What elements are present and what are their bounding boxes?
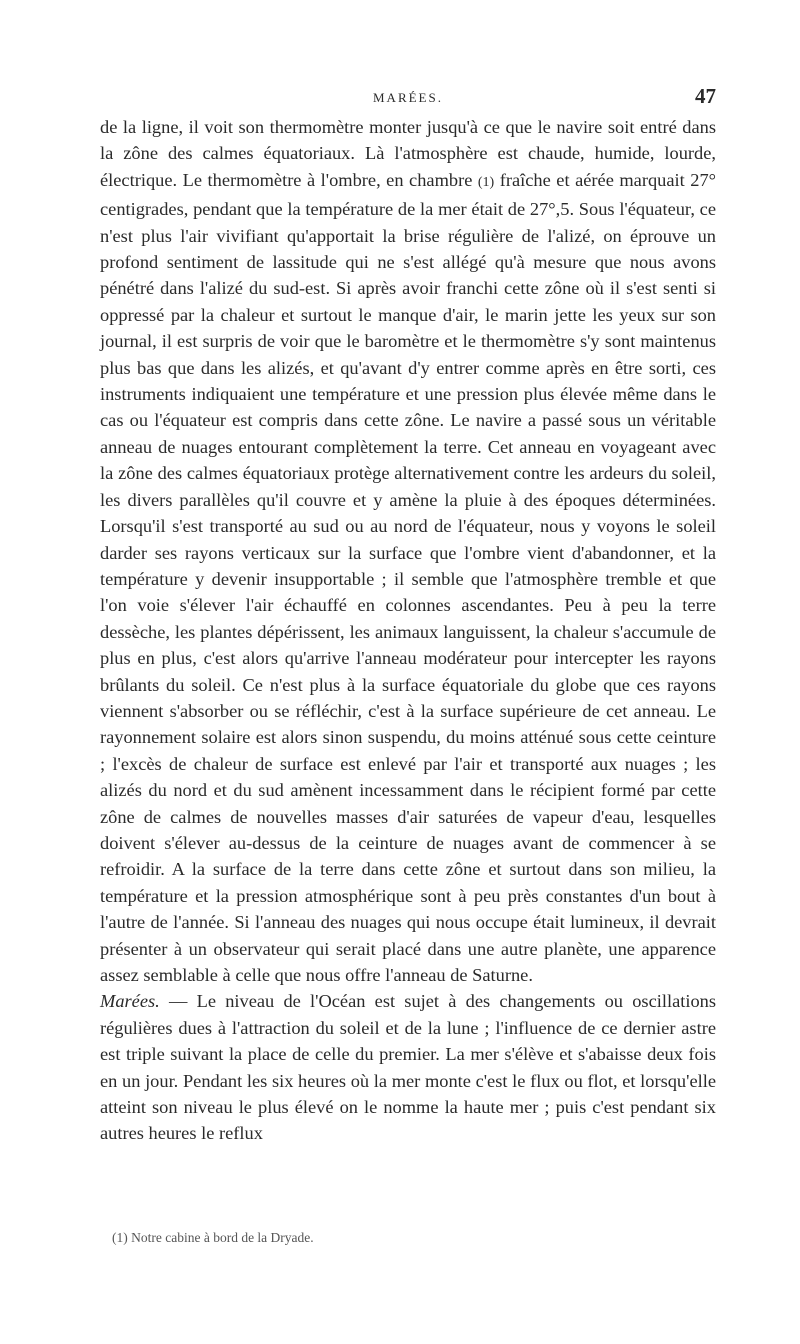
paragraph-marees-text: — Le niveau de l'Océan est sujet à des changements ou oscillations régulières dues à l'attraction du soleil et de la lune ; l'influence de ce dernier astre est triple suivant la place de celle du premier. La mer s'élève et s'abaisse deux fois en un jour. Pendant les six heures où la mer monte c'est le flux ou flot, et lorsqu'elle atteint son niveau le plus élevé on le nomme la haute mer ; puis c'est pendant six autres heures le reflux: [100, 991, 716, 1144]
paragraph-marees: [100, 988, 716, 1146]
body-text: [100, 114, 716, 1147]
paragraph-atmosphere: [100, 114, 716, 988]
running-title: MARÉES.: [373, 90, 443, 105]
footnote-marker: (1): [477, 174, 495, 190]
page-number: 47: [695, 84, 716, 108]
section-lead-marees: Marées.: [100, 991, 160, 1012]
running-header: [100, 86, 716, 110]
paragraph-text-part1: de la ligne, il voit son thermomètre monter jusqu'à ce que le navire soit entré dans la zône des calmes équatoriaux. Là l'atmosphère est chaude, humide, lourde, électrique. Le thermomètre à l'ombre, en chambre: [100, 117, 716, 190]
footnote: (1) Notre cabine à bord de la Dryade.: [112, 1230, 314, 1245]
paragraph-text-part2: fraîche et aérée marquait 27° centigrades, pendant que la température de la mer était de 27°,5. Sous l'équateur, ce n'est plus l'air vivifiant qu'apportait la brise régulière de l'alizé, on éprouve un profond sentiment de lassitude qui ne s'est allégé qu'à mesure que nous avons pénétré dans l'alizé du sud-est. Si après avoir franchi cette zône où il s'est senti si oppressé par la chaleur et surtout le manque d'air, le marin jette les yeux sur son journal, il est surpris de voir que le baromètre et le thermomètre s'y sont maintenus plus bas que dans les alizés, et qu'avant d'y entrer comme après en être sorti, ces instruments indiquaient une température et une pression plus élevée même dans le cas ou l'équateur est compris dans cette zône. Le navire a passé sous un véritable anneau de nuages entourant complètement la terre. Cet anneau en voyageant avec la zône des calmes équatoriaux protège alternativement contre les ardeurs du soleil, les divers parallèles qu'il couvre et y amène la pluie à des époques déterminées. Lorsqu'il s'est transporté au sud ou au nord de l'équateur, nous y voyons le soleil darder ses rayons verticaux sur la surface que l'ombre vient d'abandonner, et la température y devenir insupportable ; il semble que l'atmosphère tremble et que l'on voie s'élever l'air échauffé en colonnes ascendantes. Peu à peu la terre dessèche, les plantes dépérissent, les animaux languissent, la chaleur s'accumule de plus en plus, c'est alors qu'arrive l'anneau modérateur pour intercepter les rayons brûlants du soleil. Ce n'est plus à la surface équatoriale du globe que ces rayons viennent s'absorber ou se réfléchir, c'est à la surface supérieure de cet anneau. Le rayonnement solaire est alors sinon suspendu, du moins atténué sous cette ceinture ; l'excès de chaleur de surface est enlevé par l'air et transporté aux nuages ; les alizés du nord et du sud amènent incessamment dans le récipient formé par cette zône de calmes de nouvelles masses d'air saturées de vapeur d'eau, lesquelles doivent s'élever au-dessus de la ceinture de nuages avant de commencer à se refroidir. A la surface de la terre dans cette zône et surtout dans son milieu, la température et la pression atmosphérique sont à peu près constantes d'un bout à l'autre de l'année. Si l'anneau des nuages qui nous occupe était lumineux, il devrait présenter à un observateur qui serait placé dans une autre planète, une apparence assez semblable à celle que nous offre l'anneau de Saturne.: [100, 169, 716, 985]
